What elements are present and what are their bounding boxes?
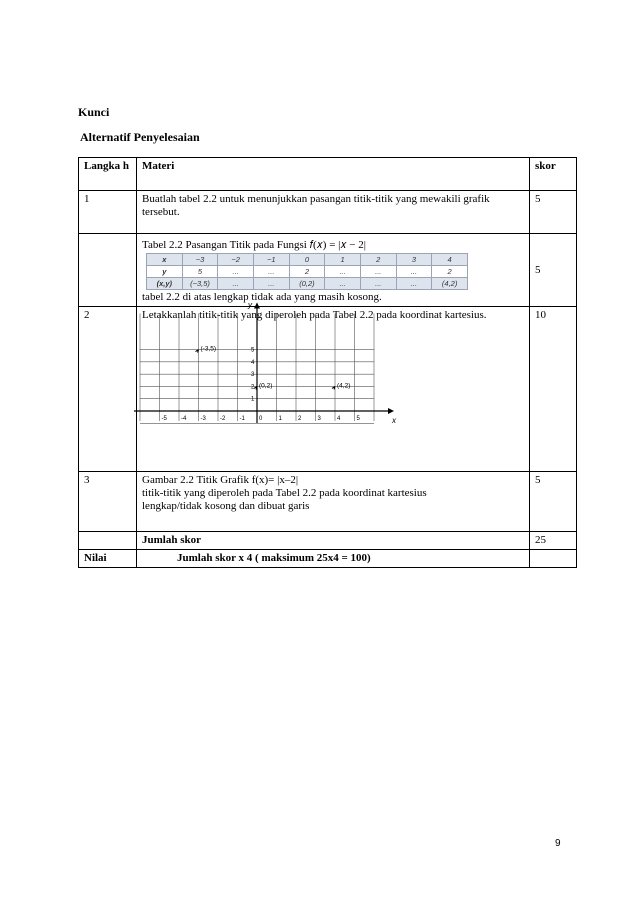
y-tick-label: 2 <box>251 384 255 391</box>
row-skor: 5 <box>530 191 577 234</box>
total-empty <box>79 532 137 550</box>
header-materi: Materi <box>137 158 530 191</box>
x-tick-label: 5 <box>356 416 360 422</box>
point-marker <box>254 386 257 389</box>
row-materi <box>137 300 530 472</box>
x-tick-label: -2 <box>220 416 226 422</box>
pairs-table-cell: x <box>147 254 183 266</box>
pairs-table-cell: ... <box>360 278 396 290</box>
y-tick-label: 1 <box>251 396 255 403</box>
x-tick-label: -1 <box>239 416 245 422</box>
heading-alternatif: Alternatif Penyelesaian <box>80 130 200 144</box>
row-materi: Buatlah tabel 2.2 untuk menunjukkan pasangan titik-titik yang mewakili grafik tersebut. <box>137 191 530 234</box>
pairs-table-cell: 4 <box>432 254 468 266</box>
pairs-table-cell: 1 <box>325 254 361 266</box>
row-step: 3 <box>79 472 137 532</box>
table-row <box>79 191 577 234</box>
pairs-table-cell: 2 <box>432 266 468 278</box>
heading-kunci: Kunci <box>78 105 110 119</box>
table-header-row <box>79 158 577 191</box>
mini-table-note: tabel 2.2 di atas lengkap tidak ada yang masih kosong. <box>142 291 382 303</box>
pairs-table-cell: ... <box>253 278 289 290</box>
row-step: 1 <box>79 191 137 234</box>
pairs-table-cell: ... <box>325 266 361 278</box>
nilai-empty <box>530 550 577 568</box>
table-row <box>79 472 577 532</box>
pairs-table-cell: 0 <box>289 254 325 266</box>
x-axis-arrow <box>388 408 394 414</box>
y-tick-label: 4 <box>251 359 255 366</box>
pairs-table-cell: −1 <box>253 254 289 266</box>
pairs-table-cell: ... <box>360 266 396 278</box>
pairs-table-cell: (0,2) <box>289 278 325 290</box>
row-materi <box>137 234 530 307</box>
row-skor: 5 <box>530 472 577 532</box>
pairs-table-cell: y <box>147 266 183 278</box>
x-tick-label: 1 <box>278 416 282 422</box>
total-row <box>79 532 577 550</box>
pairs-table-cell: ... <box>253 266 289 278</box>
answer-key-table <box>78 157 577 568</box>
point-label: (0,2) <box>259 382 273 390</box>
pairs-table-row <box>147 266 468 278</box>
row-materi-line: titik-titik yang diperoleh pada Tabel 2.2 pada koordinat kartesius <box>142 487 427 499</box>
point-label: (4,2) <box>337 382 351 390</box>
pairs-table-cell: −2 <box>218 254 254 266</box>
nilai-row <box>79 550 577 568</box>
pairs-table-cell: ... <box>218 266 254 278</box>
row-skor: 10 <box>530 307 577 472</box>
pairs-table-row <box>147 254 468 266</box>
row-materi-text: Letakkanlah titik-titik yang diperoleh pada Tabel 2.2 pada koordinat kartesius. <box>142 309 487 321</box>
pairs-table-cell: 2 <box>289 266 325 278</box>
mini-table-caption: Tabel 2.2 Pasangan Titik pada Fungsi 𝑓(𝑥) = |𝑥 − 2| <box>142 239 366 251</box>
nilai-label: Nilai <box>79 550 137 568</box>
row-materi-line: lengkap/tidak kosong dan dibuat garis <box>142 500 310 512</box>
y-tick-label: 5 <box>251 347 255 354</box>
y-axis-label: y <box>248 300 252 310</box>
pairs-table-row <box>147 278 468 290</box>
pairs-table-cell: 5 <box>182 266 218 278</box>
x-axis-label: x <box>392 416 396 425</box>
x-tick-label: 2 <box>298 416 302 422</box>
header-skor: skor <box>530 158 577 191</box>
table-row <box>79 307 577 472</box>
pairs-table <box>146 253 468 290</box>
total-value: 25 <box>530 532 577 550</box>
pairs-table-cell: ... <box>218 278 254 290</box>
point-marker <box>196 350 199 353</box>
x-tick-label: -3 <box>200 416 206 422</box>
pairs-table-cell: 2 <box>360 254 396 266</box>
pairs-table-cell: ... <box>396 278 432 290</box>
point-marker <box>332 386 335 389</box>
point-label: (-3,5) <box>200 345 217 353</box>
x-tick-label: -5 <box>161 416 167 422</box>
row-materi-line: Gambar 2.2 Titik Grafik f(x)= |x–2| <box>142 474 299 486</box>
table-row <box>79 234 577 307</box>
header-langkah: Langka h <box>79 158 137 191</box>
nilai-formula: Jumlah skor x 4 ( maksimum 25x4 = 100) <box>137 550 530 568</box>
row-skor: 5 <box>530 234 577 307</box>
row-step: 2 <box>79 307 137 472</box>
x-tick-label: 0 <box>259 416 263 422</box>
pairs-table-cell: (4,2) <box>432 278 468 290</box>
pairs-table-cell: (x,y) <box>147 278 183 290</box>
pairs-table-cell: (−3,5) <box>182 278 218 290</box>
x-tick-label: 4 <box>337 416 341 422</box>
row-materi <box>137 472 530 532</box>
total-label: Jumlah skor <box>137 532 530 550</box>
x-tick-label: 3 <box>317 416 321 422</box>
pairs-table-cell: 3 <box>396 254 432 266</box>
x-tick-label: -4 <box>181 416 187 422</box>
row-step <box>79 234 137 307</box>
pairs-table-cell: −3 <box>182 254 218 266</box>
y-tick-label: 3 <box>251 372 255 379</box>
pairs-table-cell: ... <box>396 266 432 278</box>
pairs-table-cell: ... <box>325 278 361 290</box>
page-number: 9 <box>555 838 561 849</box>
